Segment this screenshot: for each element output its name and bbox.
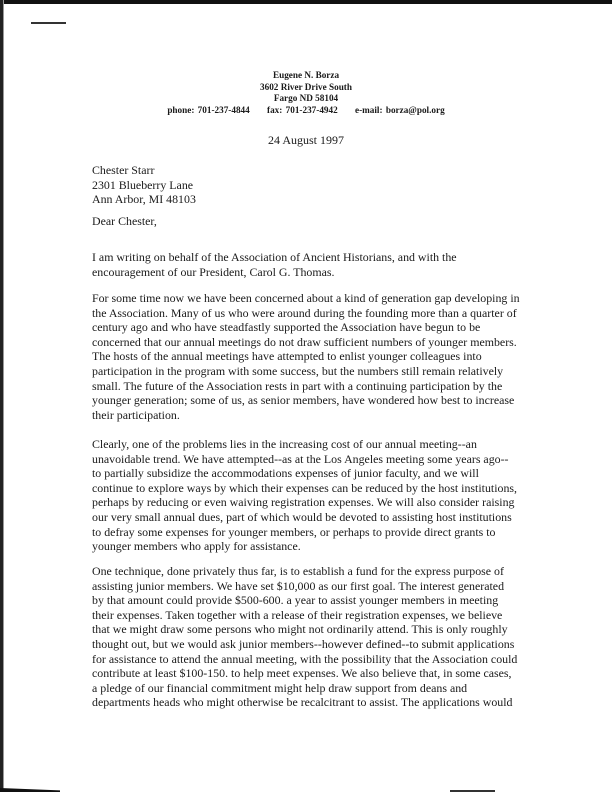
- scan-border-bottom: [0, 788, 60, 792]
- text-line: One technique, done privately thus far, is to establish a fund for the express purpose of: [92, 564, 504, 578]
- text-line: to defray some expenses for younger members, or perhaps to provide direct grants to: [92, 524, 496, 539]
- text-line: for assistance to attend the annual meeting, with the possibility that the Association could: [92, 651, 518, 666]
- sender-phone: phone: 701-237-4844: [167, 104, 250, 115]
- paragraph-2: [92, 291, 520, 422]
- text-line: a pledge of our financial commitment might help draw support from deans and: [92, 680, 468, 695]
- text-line: Clearly, one of the problems lies in the increasing cost of our annual meeting--an: [92, 437, 477, 451]
- text-line: century ago and who have steadfastly supported the Association have begun to be: [92, 320, 481, 335]
- text-line: by that amount could provide $500-600. a year to assist younger members in meeting: [92, 593, 499, 608]
- letterhead: [0, 70, 612, 116]
- text-line: encouragement of our President, Carol G. Thomas.: [92, 264, 335, 279]
- sender-street: 3602 River Drive South: [260, 81, 352, 92]
- text-line: that we might draw some persons who might not ordinarily attend. This is only roughly: [92, 622, 508, 637]
- recipient-city: Ann Arbor, MI 48103: [92, 192, 196, 207]
- sender-name: Eugene N. Borza: [272, 70, 340, 80]
- text-line: younger generation; some of us, as senior members, have wondered how best to increase: [92, 393, 515, 408]
- paragraph-3: [92, 437, 517, 554]
- text-line: to partially subsidize the accommodations expenses of junior faculty, and we will: [92, 466, 479, 481]
- text-line: participation in the program with some success, but the numbers still remain relatively: [92, 363, 504, 378]
- text-line: departments heads who might otherwise be recalcitrant to assist. The applications would: [92, 695, 513, 710]
- corner-mark: [31, 22, 66, 24]
- text-line: For some time now we have been concerned about a kind of generation gap developing in: [92, 291, 520, 305]
- text-line: assisting junior members. We have set $10,000 as our first goal. The interest generated: [92, 578, 505, 593]
- text-line: The hosts of the annual meetings have attempted to enlist younger colleagues into: [92, 349, 482, 364]
- scan-border-left-shadow: [3, 0, 4, 792]
- text-line: unavoidable trend. We have attempted--as at the Los Angeles meeting some years ago--: [92, 451, 509, 466]
- text-line: small. The future of the Association rests in part with a continuing participation by the: [92, 378, 503, 393]
- text-line: thought out, but we would ask junior members--however defined--to submit applications: [92, 636, 515, 651]
- sender-fax: fax: 701-237-4942: [267, 104, 338, 115]
- text-line: their expenses. Taken together with a release of their registration expenses, we believe: [92, 607, 503, 622]
- text-line: our very small annual dues, part of which would be devoted to assisting host institutions: [92, 509, 512, 524]
- paragraph-4: [92, 564, 517, 710]
- text-line: I am writing on behalf of the Association of Ancient Historians, and with the: [92, 250, 457, 264]
- text-line: concerned that our annual meetings do not draw sufficient numbers of younger members.: [92, 334, 517, 349]
- recipient-name: Chester Starr: [92, 163, 155, 177]
- paragraph-1: [92, 250, 517, 279]
- text-line: the Association. Many of us who were around during the founding more than a quarter of: [92, 305, 517, 320]
- salutation: Dear Chester,: [92, 214, 157, 228]
- letter-date: 24 August 1997: [267, 133, 344, 147]
- sender-email: e-mail: borza@pol.org: [355, 104, 445, 115]
- text-line: younger members who apply for assistance.: [92, 539, 301, 554]
- recipient-address: [92, 163, 517, 207]
- scan-border-top: [0, 0, 612, 4]
- contact-line: [0, 105, 612, 117]
- text-line: continue to explore ways by which their expenses can be reduced by the host institutions,: [92, 480, 517, 495]
- text-line: their participation.: [92, 407, 180, 422]
- text-line: contribute at least $100-150. to help meet expenses. We also believe that, in some cases,: [92, 666, 512, 681]
- text-line: perhaps by reducing or even waiving registration expenses. We will also consider raising: [92, 495, 515, 510]
- sender-city: Fargo ND 58104: [273, 93, 339, 104]
- recipient-street: 2301 Blueberry Lane: [92, 177, 194, 192]
